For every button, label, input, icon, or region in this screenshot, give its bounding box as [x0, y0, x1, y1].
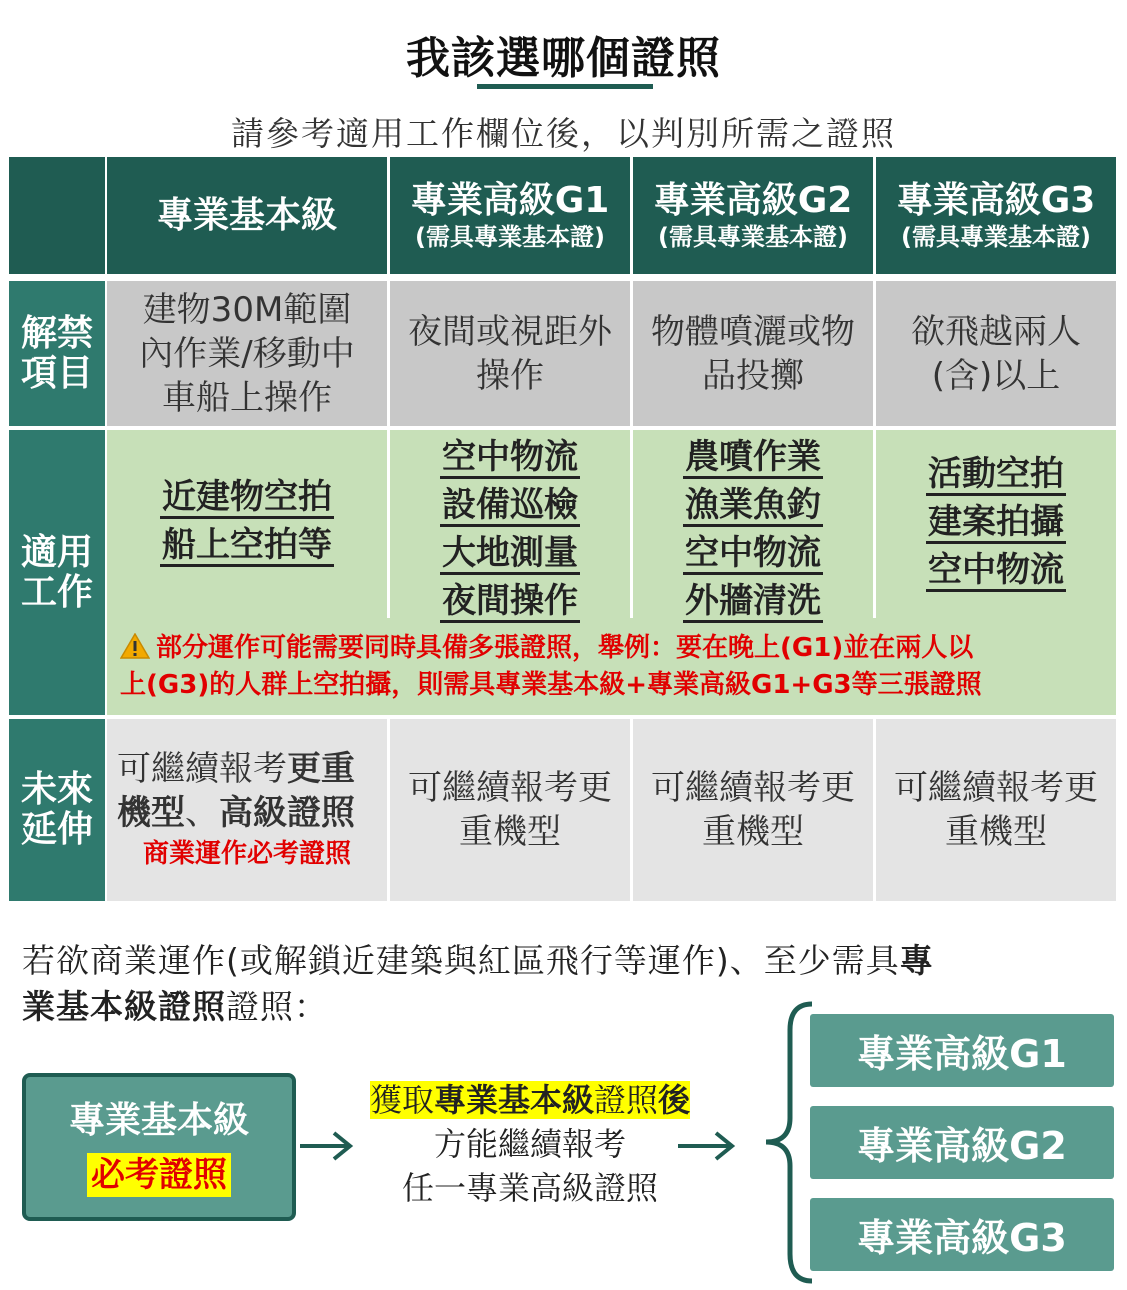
job-item: 近建物空拍	[162, 477, 332, 517]
header-g1-sub: (需具專業基本證)	[415, 222, 605, 251]
paragraph-text: 證照：	[226, 987, 328, 1026]
title-underline	[477, 84, 653, 89]
job-item: 設備巡檢	[442, 485, 578, 525]
page-title: 我該選哪個證照	[406, 33, 721, 84]
job-item: 漁業魚釣	[685, 485, 821, 525]
row-label-jobs-l2: 工作	[20, 571, 93, 613]
job-item: 空中物流	[442, 437, 578, 477]
row-label-jobs	[9, 430, 105, 715]
warning-text-1: 部分運作可能需要同時具備多張證照，舉例：要在晚上(G1)並在兩人以	[156, 633, 974, 663]
basic-license-box	[22, 1073, 296, 1221]
unlock-basic	[107, 281, 387, 426]
unlock-basic-l3: 車船上操作	[162, 377, 332, 418]
job-item: 活動空拍	[928, 454, 1064, 494]
future-basic-bold: 機型	[117, 793, 185, 833]
future-basic	[107, 719, 387, 901]
arrow-right-icon	[676, 1128, 738, 1164]
basic-license-title: 專業基本級	[68, 1100, 249, 1141]
future-g3-l1: 可繼續報考更	[894, 768, 1098, 808]
header-g2-label: 專業高級G2	[653, 179, 853, 221]
unlock-g3-l2: (含)以上	[931, 355, 1061, 396]
row-label-unlock-l1: 解禁	[20, 312, 93, 354]
future-basic-bold: 高級證照	[219, 793, 355, 833]
warning-line-1	[120, 630, 1110, 667]
future-basic-text: 、	[185, 793, 219, 833]
flow-instruction	[340, 1078, 720, 1210]
job-item: 空中物流	[928, 550, 1064, 590]
option-g1: 專業高級G1	[810, 1014, 1114, 1087]
flow-highlight-bold: 專業基本級	[433, 1081, 594, 1119]
future-g1-l2: 重機型	[459, 812, 561, 852]
header-basic-label: 專業基本級	[156, 194, 337, 236]
future-g2-l2: 重機型	[702, 812, 804, 852]
header-g3	[876, 157, 1116, 274]
flow-highlight: 證照	[594, 1081, 659, 1119]
job-item: 夜間操作	[442, 581, 578, 621]
warning-note	[120, 630, 1110, 704]
future-g2	[633, 719, 873, 901]
header-g1	[390, 157, 630, 274]
future-g3	[876, 719, 1116, 901]
unlock-basic-l2: 內作業/移動中	[139, 333, 355, 374]
flow-instruction-line-3: 任一專業高級證照	[401, 1169, 658, 1207]
unlock-g1-l1: 夜間或視距外	[408, 311, 612, 352]
job-item: 農噴作業	[685, 437, 821, 477]
job-item: 建案拍攝	[928, 502, 1064, 542]
warning-line-2: 上(G3)的人群上空拍攝，則需具專業基本級+專業高級G1+G3等三張證照	[120, 670, 982, 700]
future-g3-l2: 重機型	[945, 812, 1047, 852]
future-basic-text: 可繼續報考	[117, 749, 287, 789]
paragraph-bold: 專	[899, 941, 934, 980]
curly-brace-icon	[760, 1000, 816, 1285]
table-corner	[9, 157, 105, 274]
future-basic-line-1	[117, 747, 355, 791]
unlock-g1-l2: 操作	[476, 355, 544, 396]
header-g2	[633, 157, 873, 274]
row-label-unlock	[9, 281, 105, 426]
job-item: 船上空拍等	[162, 525, 332, 565]
flow-instruction-line-2: 方能繼續報考	[433, 1125, 626, 1163]
row-label-jobs-l1: 適用	[20, 531, 93, 573]
jobs-basic	[107, 478, 387, 578]
future-g2-l1: 可繼續報考更	[651, 768, 855, 808]
future-basic-bold: 更重	[287, 749, 355, 789]
warning-icon	[120, 633, 150, 659]
jobs-g2	[633, 437, 873, 621]
future-g1-l1: 可繼續報考更	[408, 768, 612, 808]
unlock-g1	[390, 281, 630, 426]
header-g1-label: 專業高級G1	[410, 179, 610, 221]
unlock-g3	[876, 281, 1116, 426]
header-g3-label: 專業高級G3	[896, 179, 1096, 221]
flow-highlight: 獲取	[369, 1081, 434, 1119]
unlock-g3-l1: 欲飛越兩人	[911, 311, 1081, 352]
unlock-g2-l1: 物體噴灑或物	[651, 311, 855, 352]
header-basic	[107, 157, 387, 274]
future-g1	[390, 719, 630, 901]
paragraph-bold: 業基本級證照	[22, 987, 226, 1026]
basic-license-required: 必考證照	[87, 1153, 231, 1197]
header-g3-sub: (需具專業基本證)	[901, 222, 1091, 251]
flow-instruction-line-1	[340, 1078, 720, 1122]
row-label-unlock-l2: 項目	[20, 352, 93, 394]
option-g3: 專業高級G3	[810, 1198, 1114, 1271]
paragraph-text: 若欲商業運作(或解鎖近建築與紅區飛行等運作)、至少需具	[22, 941, 900, 980]
job-item: 大地測量	[442, 533, 578, 573]
row-label-future-l2: 延伸	[20, 809, 93, 850]
future-basic-note: 商業運作必考證照	[142, 839, 351, 869]
unlock-g2	[633, 281, 873, 426]
row-label-future-l1: 未來	[20, 769, 93, 810]
unlock-g2-l2: 品投擲	[702, 355, 804, 396]
future-basic-line-2	[117, 791, 355, 835]
job-item: 空中物流	[685, 533, 821, 573]
unlock-basic-l1: 建物30M範圍	[142, 289, 352, 330]
option-g2: 專業高級G2	[810, 1106, 1114, 1179]
header-g2-sub: (需具專業基本證)	[658, 222, 848, 251]
jobs-g1	[390, 437, 630, 621]
page-subtitle: 請參考適用工作欄位後，以判別所需之證照	[231, 114, 896, 153]
jobs-g3	[876, 455, 1116, 595]
flow-highlight-bold: 後	[658, 1081, 691, 1119]
row-label-future	[9, 719, 105, 901]
job-item: 外牆清洗	[685, 581, 821, 621]
